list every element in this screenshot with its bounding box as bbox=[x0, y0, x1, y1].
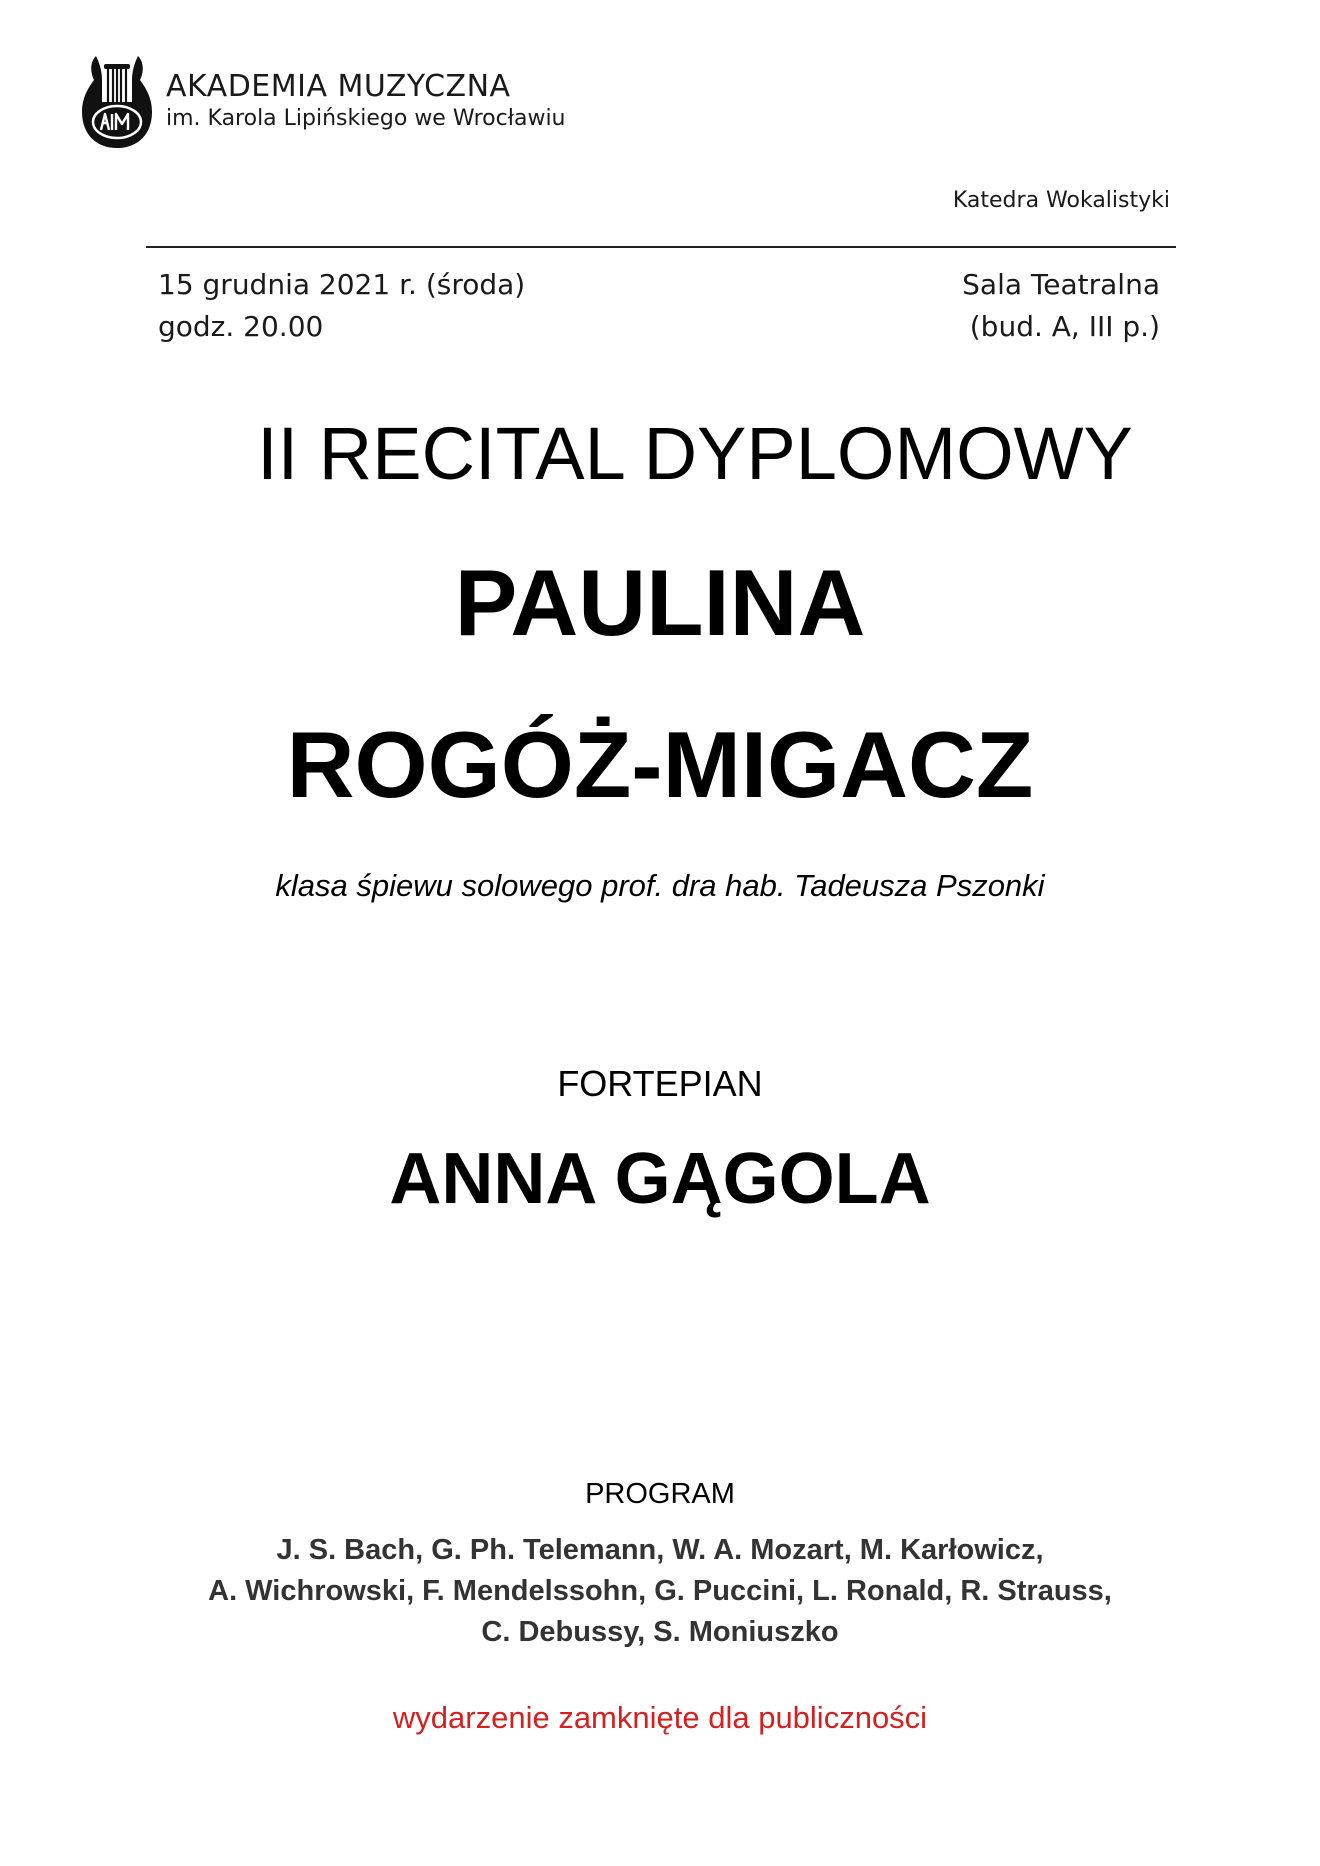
institution-name: AKADEMIA MUZYCZNA bbox=[166, 69, 511, 104]
class-info: klasa śpiewu solowego prof. dra hab. Tadeusza Pszonki bbox=[275, 868, 1045, 903]
department-name: Katedra Wokalistyki bbox=[952, 188, 1170, 213]
composer-line: C. Debussy, S. Moniuszko bbox=[481, 1616, 839, 1648]
recital-title: II RECITAL DYPLOMOWY bbox=[257, 412, 1133, 495]
institution-logo-block bbox=[78, 50, 566, 152]
instrument-label: FORTEPIAN bbox=[557, 1063, 763, 1104]
event-date: 15 grudnia 2021 r. (środa) bbox=[158, 268, 526, 301]
program-label: PROGRAM bbox=[585, 1478, 735, 1510]
institution-subtitle: im. Karola Lipińskiego we Wrocławiu bbox=[166, 106, 566, 131]
accompanist-name: ANNA GĄGOLA bbox=[389, 1139, 931, 1219]
closed-event-notice: wydarzenie zamknięte dla publiczności bbox=[392, 1700, 928, 1735]
lyre-logo-icon bbox=[78, 50, 156, 152]
event-venue: Sala Teatralna bbox=[962, 268, 1160, 301]
event-datetime bbox=[158, 264, 525, 348]
header-divider bbox=[146, 246, 1176, 248]
event-venue-block bbox=[962, 264, 1160, 348]
event-time: godz. 20.00 bbox=[158, 310, 324, 343]
composer-line: J. S. Bach, G. Ph. Telemann, W. A. Mozart, M. Karłowicz, bbox=[276, 1534, 1044, 1566]
composer-list bbox=[0, 1530, 1320, 1653]
performer-first-name: PAULINA bbox=[454, 550, 866, 655]
event-venue-detail: (bud. A, III p.) bbox=[969, 310, 1160, 343]
institution-text bbox=[166, 50, 566, 134]
composer-line: A. Wichrowski, F. Mendelssohn, G. Puccini, L. Ronald, R. Strauss, bbox=[208, 1575, 1112, 1607]
performer-last-name: ROGÓŻ-MIGACZ bbox=[286, 712, 1034, 817]
